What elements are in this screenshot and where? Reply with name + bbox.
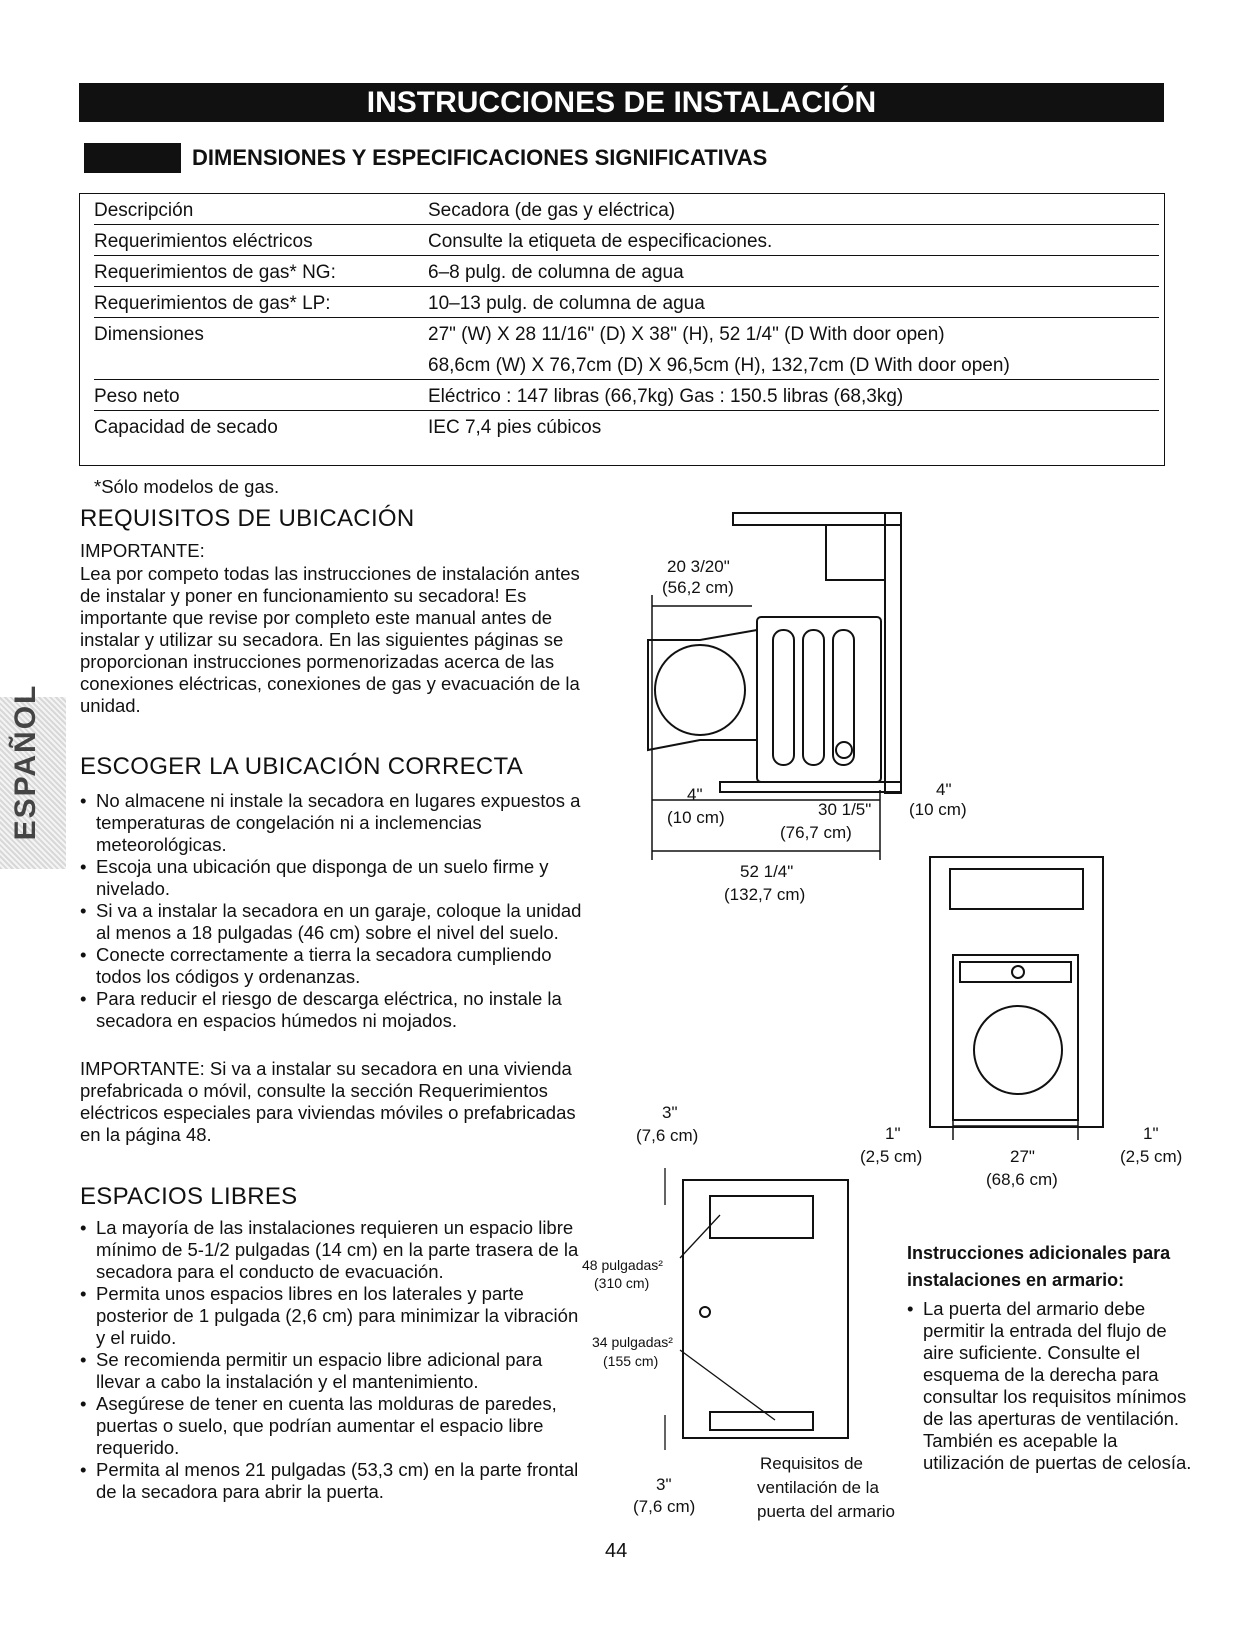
vent-caption-line: puerta del armario [757, 1502, 895, 1521]
dim-right-gap-metric: (10 cm) [909, 800, 967, 819]
spec-label: Descripción [94, 200, 194, 221]
armario-list [907, 1298, 1197, 1474]
dim-total-metric: (132,7 cm) [724, 885, 806, 904]
espacios-list [80, 1217, 585, 1503]
list-item: • Permita al menos 21 pulgadas (53,3 cm) en la parte frontal de la secadora para abrir la puerta. [80, 1459, 585, 1503]
spec-value: 68,6cm (W) X 76,7cm (D) X 96,5cm (H), 132,7cm (D With door open) [428, 355, 1010, 376]
spec-label: Requerimientos eléctricos [94, 231, 313, 252]
dryer-panel [773, 630, 794, 765]
spec-value: 27" (W) X 28 11/16" (D) X 38" (H), 52 1/4" (D With door open) [428, 324, 945, 345]
page-banner: INSTRUCCIONES DE INSTALACIÓN [79, 83, 1164, 122]
dim-bottom-gap-value: 3" [656, 1475, 672, 1494]
spec-row [94, 318, 1159, 349]
heading-ubicacion: REQUISITOS DE UBICACIÓN [80, 505, 415, 532]
section-title: DIMENSIONES Y ESPECIFICACIONES SIGNIFICATIVAS [192, 145, 768, 170]
lower-vent-metric: (155 cm) [603, 1353, 659, 1369]
dim-left-gap-metric: (2,5 cm) [860, 1147, 923, 1166]
door-window [655, 645, 745, 735]
door-vent-diagram [575, 1100, 905, 1530]
spec-row [94, 349, 1159, 380]
lower-vent [710, 1412, 813, 1430]
dim-right-gap-value: 4" [936, 780, 952, 799]
upper-vent [710, 1196, 813, 1238]
dryer-foot [836, 742, 852, 758]
dim-bottom-gap-metric: (7,6 cm) [633, 1497, 696, 1516]
dryer-body [757, 617, 881, 782]
ubicacion-paragraph: Lea por competo todas las instrucciones de instalación antes de instalar y poner en funcionamiento su secadora! Es importante que revise por completo este manual antes de instalar y utilizar su secadora. En las siguientes páginas se proporcionan instrucciones pormenorizadas acerca de las conexiones eléctricas, conexiones de gas y evacuación de la unidad. [80, 563, 580, 716]
vent-caption-line: ventilación de la [757, 1478, 879, 1497]
dim-depth-value: 30 1/5" [818, 800, 872, 819]
cabinet-upper [950, 869, 1083, 909]
dim-width-value: 27" [1010, 1147, 1035, 1166]
spec-value: Consulte la etiqueta de especificaciones. [428, 231, 773, 252]
door-window [974, 1006, 1062, 1094]
list-item: • No almacene ni instale la secadora en lugares expuestos a temperaturas de congelación ni a inclemencias meteorológicas. [80, 790, 600, 856]
vent-caption-line: Requisitos de [760, 1454, 864, 1473]
list-item: • Para reducir el riesgo de descarga eléctrica, no instale la secadora en espacios húmedos ni mojados. [80, 988, 600, 1032]
list-item: • La mayoría de las instalaciones requieren un espacio libre mínimo de 5-1/2 pulgadas (14 cm) en la parte trasera de la secadora para el conducto de evacuación. [80, 1217, 585, 1283]
shelf-top [733, 513, 901, 525]
list-item: • Permita unos espacios libres en los laterales y parte posterior de 1 pulgada (2,6 cm) para minimizar la vibración y el ruido. [80, 1283, 585, 1349]
heading-espacios: ESPACIOS LIBRES [80, 1183, 298, 1210]
page-number: 44 [605, 1540, 628, 1562]
armario-heading-line: Instrucciones adicionales para [907, 1243, 1171, 1263]
language-tab-label: ESPAÑOL [9, 683, 42, 841]
spec-label: Dimensiones [94, 324, 204, 345]
dim-left-gap-metric: (10 cm) [667, 808, 725, 827]
spec-row [94, 225, 1159, 256]
control-knob [1012, 966, 1024, 978]
spec-row [94, 380, 1159, 411]
dim-right-gap-value: 1" [1143, 1124, 1159, 1143]
spec-value: 10–13 pulg. de columna de agua [428, 293, 705, 314]
dim-door-metric: (56,2 cm) [662, 578, 734, 597]
spec-value: Secadora (de gas y eléctrica) [428, 200, 676, 221]
dim-total-value: 52 1/4" [740, 862, 794, 881]
section-marker [84, 143, 181, 173]
dim-top-gap-metric: (7,6 cm) [636, 1126, 699, 1145]
spec-label: Capacidad de secado [94, 417, 278, 438]
spec-value: IEC 7,4 pies cúbicos [428, 417, 602, 438]
spec-row [94, 194, 1159, 225]
control-panel [960, 962, 1071, 982]
important-label: IMPORTANTE: [80, 540, 205, 561]
escoger-list [80, 790, 600, 1032]
spec-row [94, 256, 1159, 287]
upper-vent-area: 48 pulgadas² [582, 1257, 663, 1273]
spec-label: Peso neto [94, 386, 180, 407]
gas-footnote: *Sólo modelos de gas. [94, 476, 280, 497]
dim-left-gap-value: 1" [885, 1124, 901, 1143]
list-item: • Conecte correctamente a tierra la secadora cumpliendo todos los códigos y ordenanzas. [80, 944, 600, 988]
cabinet-side-wall [885, 513, 901, 793]
list-item: • Escoja una ubicación que disponga de un suelo firme y nivelado. [80, 856, 600, 900]
armario-heading [907, 1240, 1170, 1294]
floor [720, 782, 901, 792]
mobile-home-note: IMPORTANTE: Si va a instalar su secadora en una vivienda prefabricada o móvil, consulte la sección Requerimientos eléctricos especiales para viviendas móviles o prefabricadas en la página 48. [80, 1058, 576, 1145]
spec-value: 6–8 pulg. de columna de agua [428, 262, 684, 283]
armario-heading-line: instalaciones en armario: [907, 1270, 1125, 1290]
dryer-panel [803, 630, 824, 765]
list-item: • Se recomienda permitir un espacio libre adicional para llevar a cabo la instalación y el mantenimiento. [80, 1349, 585, 1393]
list-item: • La puerta del armario debe permitir la entrada del flujo de aire suficiente. Consulte el esquema de la derecha para consultar los requisitos mínimos de las aperturas de ventilación. También es acepable la utilización de puertas de celosía. [907, 1298, 1197, 1474]
open-door [648, 630, 757, 750]
spec-label: Requerimientos de gas* LP: [94, 293, 331, 314]
spec-row [94, 411, 1159, 442]
dim-left-gap-value: 4" [687, 785, 703, 804]
dim-width-metric: (68,6 cm) [986, 1170, 1058, 1189]
wall-cabinet [826, 525, 885, 580]
dim-top-gap-value: 3" [662, 1103, 678, 1122]
spec-value: Eléctrico : 147 libras (66,7kg) Gas : 150.5 libras (68,3kg) [428, 386, 904, 407]
lower-vent-area: 34 pulgadas² [592, 1334, 673, 1350]
spec-row [94, 287, 1159, 318]
spec-label: Requerimientos de gas* NG: [94, 262, 336, 283]
spec-table [79, 193, 1165, 466]
dim-depth-metric: (76,7 cm) [780, 823, 852, 842]
heading-escoger: ESCOGER LA UBICACIÓN CORRECTA [80, 753, 523, 780]
upper-vent-metric: (310 cm) [594, 1275, 650, 1291]
list-item: • Si va a instalar la secadora en un garaje, coloque la unidad al menos a 18 pulgadas (46 cm) sobre el nivel del suelo. [80, 900, 600, 944]
dim-door-value: 20 3/20" [667, 557, 730, 576]
dim-right-gap-metric: (2,5 cm) [1120, 1147, 1183, 1166]
list-item: • Asegúrese de tener en cuenta las molduras de paredes, puertas o suelo, que podrían aumentar el espacio libre requerido. [80, 1393, 585, 1459]
door-knob [700, 1307, 710, 1317]
